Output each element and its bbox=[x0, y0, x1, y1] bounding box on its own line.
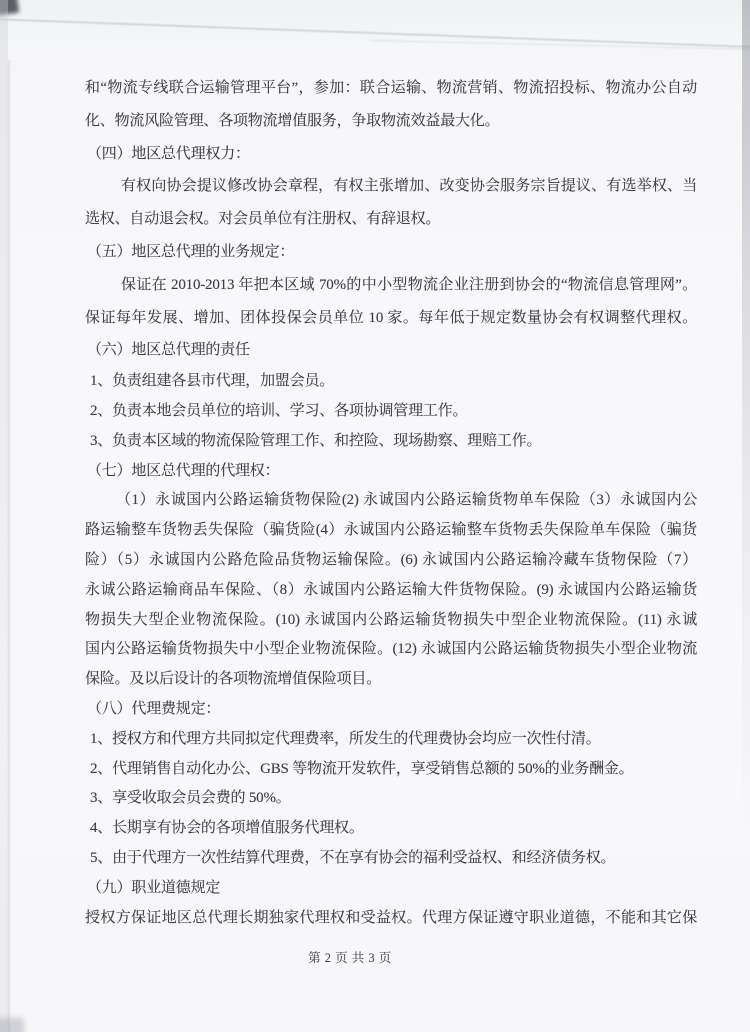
scan-edge-shadow-right bbox=[742, 0, 750, 1032]
document-line: 物损失大型企业物流保险。(10) 永诚国内公路运输货物损失中型企业物流保险。(11) 永诚 bbox=[85, 611, 697, 628]
document-line: 国内公路运输货物损失中小型企业物流保险。(12) 永诚国内公路运输货物损失小型企业物流 bbox=[85, 641, 697, 658]
list-item: 1、负责组建各县市代理，加盟会员。 bbox=[90, 373, 335, 390]
document-line: 化、物流风险管理、各项物流增值服务，争取物流效益最大化。 bbox=[85, 112, 500, 129]
list-item: 4、长期享有协会的各项增值服务代理权。 bbox=[90, 820, 364, 837]
document-line: 授权方保证地区总代理长期独家代理权和受益权。代理方保证遵守职业道德，不能和其它保 bbox=[85, 909, 697, 926]
document-line: 保险。及以后设计的各项物流增值保险项目。 bbox=[85, 671, 382, 688]
document-section-upper bbox=[85, 72, 697, 367]
scan-crease bbox=[0, 18, 750, 48]
document-section-lower bbox=[85, 367, 697, 933]
document-line: （1）永诚国内公路运输货物保险(2) 永诚国内公路运输货物单车保险（3）永诚国内公 bbox=[116, 492, 697, 509]
section-heading: （八）代理费规定： bbox=[87, 700, 221, 717]
document-line: 和“物流专线联合运输管理平台”，参加：联合运输、物流营销、物流招投标、物流办公自动 bbox=[85, 80, 697, 96]
page-number-footer: 第 2 页 共 3 页 bbox=[308, 951, 392, 965]
list-item: 5、由于代理方一次性结算代理费，不在享有协会的福利受益权、和经济债务权。 bbox=[90, 849, 616, 866]
list-item: 3、享受收取会员会费的 50%。 bbox=[90, 790, 291, 807]
document-line: 保证在 2010-2013 年把本区域 70%的中小型物流企业注册到协会的“物流信息管理网”。 bbox=[121, 276, 697, 293]
document-line: 险）（5）永诚国内公路危险品货物运输保险。(6) 永诚国内公路运输冷藏车货物保险（7） bbox=[85, 551, 697, 568]
list-item: 2、负责本地会员单位的培训、学习、各项协调管理工作。 bbox=[90, 402, 468, 419]
section-heading: （五）地区总代理的业务规定： bbox=[87, 243, 295, 260]
scan-edge-shadow-left bbox=[0, 0, 8, 1032]
document-line: 有权向协会提议修改协会章程，有权主张增加、改变协会服务宗旨提议、有选举权、当 bbox=[121, 178, 697, 195]
list-item: 3、负责本区域的物流保险管理工作、和控险、现场勘察、理赔工作。 bbox=[90, 432, 542, 449]
section-heading: （四）地区总代理权力： bbox=[87, 145, 250, 162]
list-item: 1、授权方和代理方共同拟定代理费率，所发生的代理费协会均应一次性付清。 bbox=[90, 730, 601, 747]
section-heading: （九）职业道德规定 bbox=[87, 879, 221, 896]
document-line: 永诚公路运输商品车保险、（8）永诚国内公路运输大件货物保险。(9) 永诚国内公路运输货 bbox=[85, 581, 697, 598]
document-line: 选权、自动退会权。对会员单位有注册权、有辞退权。 bbox=[85, 211, 441, 228]
scan-corner-smudge bbox=[0, 1018, 24, 1032]
document-body bbox=[85, 72, 697, 933]
section-heading: （七）地区总代理的代理权： bbox=[87, 462, 280, 479]
section-heading: （六）地区总代理的责任 bbox=[87, 342, 250, 359]
list-item: 2、代理销售自动化办公、GBS 等物流开发软件，享受销售总额的 50%的业务酬金。 bbox=[90, 760, 634, 777]
document-line: 路运输整车货物丢失保险（骗货险(4）永诚国内公路运输整车货物丢失保险单车保险（骗货 bbox=[85, 522, 697, 539]
document-line: 保证每年发展、增加、团体投保会员单位 10 家。每年低于规定数量协会有权调整代理权。 bbox=[85, 309, 697, 326]
scan-paper-fold-line bbox=[8, 60, 10, 1032]
